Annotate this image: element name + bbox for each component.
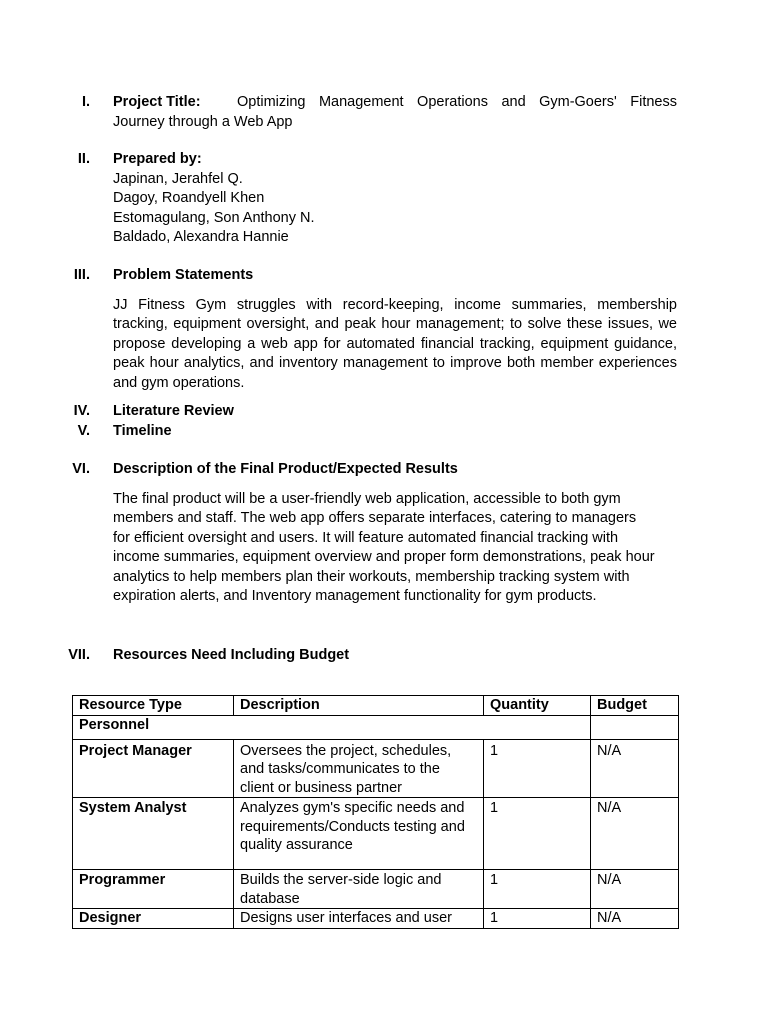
column-header-resource-type: Resource Type bbox=[73, 696, 234, 716]
quantity-cell: 1 bbox=[484, 870, 591, 909]
project-title-word: Management bbox=[318, 94, 404, 110]
final-product-paragraph bbox=[113, 490, 677, 607]
section-numeral: V. bbox=[77, 423, 90, 439]
column-header-description: Description bbox=[234, 696, 484, 716]
section-heading: Prepared by: bbox=[113, 151, 202, 167]
project-title-text-line2: Journey through a Web App bbox=[113, 113, 293, 130]
paragraph-line: for efficient oversight and users. It will feature automated financial tracking with bbox=[113, 529, 619, 546]
section-numeral: II. bbox=[77, 151, 90, 167]
author-name: Dagoy, Roandyell Khen bbox=[113, 190, 265, 206]
quantity-cell: 1 bbox=[484, 739, 591, 798]
problem-statement-paragraph: JJ Fitness Gym struggles with record-keeping, income summaries, membership tracking, equipment oversight, and peak hour management; to solve these issues, we propose developing a web app for automated financial tracking, equipment guidance, peak hour analytics, and inventory management to improve both member experiences and gym operations. bbox=[113, 296, 677, 391]
section-numeral: III. bbox=[73, 267, 90, 283]
table-row bbox=[73, 798, 679, 870]
table-group-row bbox=[73, 715, 679, 739]
budget-cell: N/A bbox=[591, 739, 679, 798]
quantity-cell: 1 bbox=[484, 909, 591, 929]
column-header-quantity: Quantity bbox=[484, 696, 591, 716]
author-name: Japinan, Jerahfel Q. bbox=[113, 170, 243, 187]
resource-type-cell: System Analyst bbox=[73, 798, 234, 870]
section-heading: Description of the Final Product/Expected Results bbox=[113, 461, 458, 477]
project-title-word: Fitness bbox=[630, 94, 677, 110]
resource-type-cell: Project Manager bbox=[73, 739, 234, 798]
description-cell: Builds the server-side logic and database bbox=[234, 870, 484, 909]
section-heading: Resources Need Including Budget bbox=[113, 647, 350, 663]
paragraph-line: members and staff. The web app offers separate interfaces, catering to managers bbox=[113, 510, 637, 526]
section-numeral: VII. bbox=[68, 647, 90, 663]
section-numeral: IV. bbox=[73, 403, 90, 419]
project-title-word: Gym-Goers' bbox=[539, 94, 617, 110]
author-name: Estomagulang, Son Anthony N. bbox=[113, 209, 315, 226]
table-row bbox=[73, 909, 679, 929]
table-header-row bbox=[73, 696, 679, 716]
resources-table bbox=[72, 695, 679, 929]
project-title-label: Project Title: bbox=[113, 94, 201, 110]
paragraph-line: expiration alerts, and Inventory management functionality for gym products. bbox=[113, 588, 597, 604]
section-numeral: I. bbox=[81, 94, 90, 110]
budget-cell: N/A bbox=[591, 909, 679, 929]
table-row bbox=[73, 870, 679, 909]
paragraph-line: analytics to help members plan their workouts, membership tracking system with bbox=[113, 568, 630, 585]
column-header-budget: Budget bbox=[591, 696, 679, 716]
section-heading: Literature Review bbox=[113, 403, 234, 419]
description-cell: Analyzes gym's specific needs and requirements/Conducts testing and quality assurance bbox=[234, 798, 484, 870]
project-title-word: Optimizing bbox=[237, 94, 306, 110]
description-cell: Designs user interfaces and user bbox=[234, 909, 484, 929]
table-row bbox=[73, 739, 679, 798]
section-heading: Timeline bbox=[113, 423, 172, 439]
project-title-word: Operations bbox=[417, 94, 488, 110]
group-label-personnel: Personnel bbox=[73, 715, 591, 739]
resource-type-cell: Designer bbox=[73, 909, 234, 929]
budget-cell: N/A bbox=[591, 870, 679, 909]
budget-cell: N/A bbox=[591, 798, 679, 870]
resource-type-cell: Programmer bbox=[73, 870, 234, 909]
project-title-word: and bbox=[501, 94, 526, 110]
quantity-cell: 1 bbox=[484, 798, 591, 870]
section-heading: Problem Statements bbox=[113, 267, 254, 283]
description-cell: Oversees the project, schedules, and tasks/communicates to the client or business partner bbox=[234, 739, 484, 798]
paragraph-line: The final product will be a user-friendly web application, accessible to both gym bbox=[113, 490, 621, 507]
section-numeral: VI. bbox=[72, 461, 90, 477]
author-name: Baldado, Alexandra Hannie bbox=[113, 229, 289, 245]
paragraph-line: income summaries, equipment overview and proper form demonstrations, peak hour bbox=[113, 549, 655, 565]
